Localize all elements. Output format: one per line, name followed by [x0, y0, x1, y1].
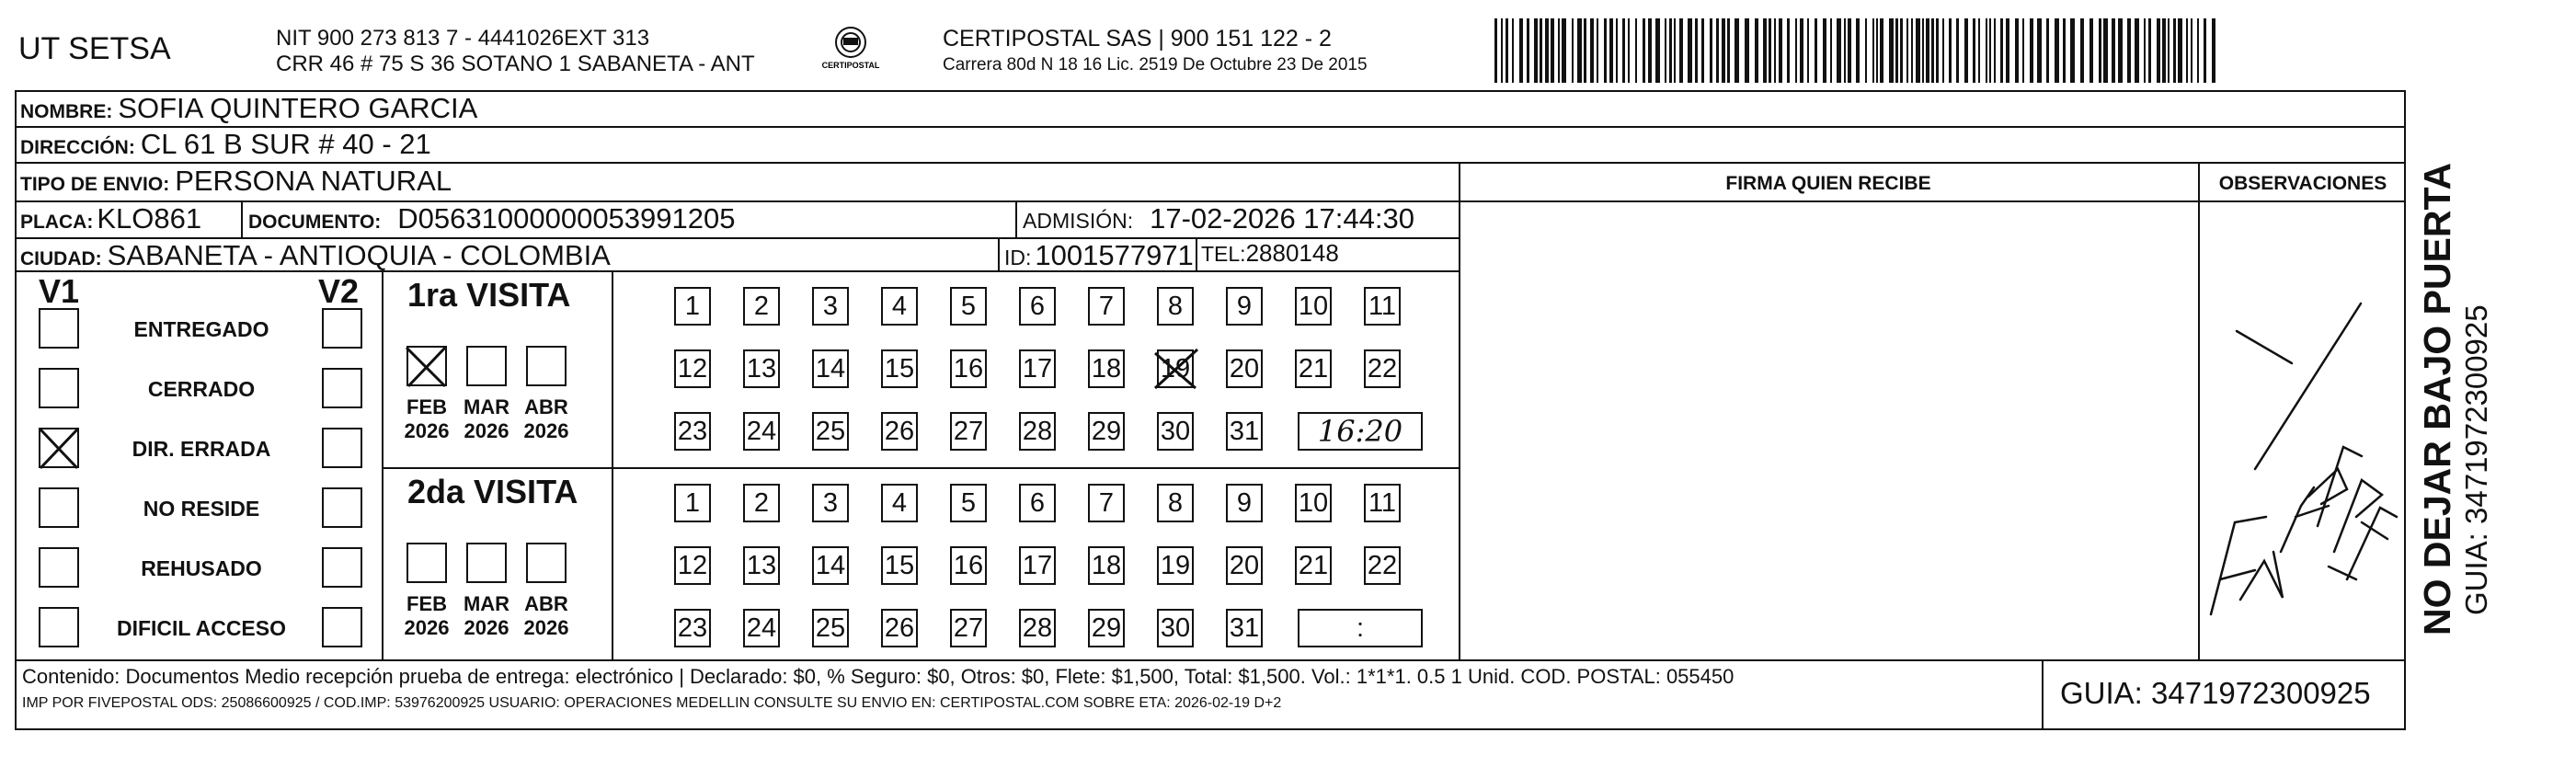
day-box[interactable]: [674, 546, 711, 585]
status-option-label: REHUSADO: [141, 556, 262, 580]
admision-label: ADMISIÓN:: [1023, 209, 1134, 233]
day-number: 24: [746, 416, 777, 446]
placa-label: PLACA:: [20, 212, 94, 233]
v1-label: V1: [39, 272, 80, 310]
month-checkbox[interactable]: [466, 543, 507, 583]
time-value: :: [1356, 612, 1365, 643]
day-box[interactable]: [881, 546, 918, 585]
day-box[interactable]: [1088, 412, 1125, 451]
month-label: [397, 592, 456, 640]
v1-checkbox[interactable]: [39, 607, 79, 647]
day-number: 20: [1229, 353, 1260, 384]
day-number: 8: [1167, 487, 1184, 518]
day-box[interactable]: [1157, 287, 1194, 326]
admision-row: [1023, 202, 1414, 235]
id-row: [1004, 239, 1194, 272]
day-box[interactable]: [1019, 609, 1056, 647]
day-number: 28: [1022, 416, 1053, 446]
barcode: [1494, 18, 2221, 83]
day-number: 13: [746, 550, 777, 580]
ciudad-label: CIUDAD:: [20, 248, 102, 269]
day-box[interactable]: [812, 349, 849, 388]
tel-label: TEL:: [1201, 242, 1246, 266]
placa-value: KLO861: [97, 202, 202, 235]
day-number: 26: [884, 416, 915, 446]
day-number: 3: [822, 487, 839, 518]
day-box[interactable]: [1088, 609, 1125, 647]
month-year: 2026: [404, 419, 450, 442]
v2-checkbox[interactable]: [322, 428, 362, 468]
month-label: [457, 395, 516, 443]
side-no-dejar: NO DEJAR BAJO PUERTA: [2416, 162, 2458, 635]
day-number: 1: [684, 291, 701, 321]
day-box[interactable]: [812, 412, 849, 451]
day-number: 21: [1298, 353, 1329, 384]
day-number: 30: [1160, 416, 1191, 446]
day-number: 19: [1160, 353, 1191, 384]
nit-line: NIT 900 273 813 7 - 4441026EXT 313: [276, 26, 650, 51]
day-box[interactable]: [743, 349, 780, 388]
v1-checkbox[interactable]: [39, 428, 79, 468]
day-box[interactable]: [950, 546, 987, 585]
v2-checkbox[interactable]: [322, 368, 362, 408]
day-number: 7: [1098, 291, 1115, 321]
certipostal-line: CERTIPOSTAL SAS | 900 151 122 - 2: [943, 26, 1332, 52]
day-box[interactable]: [812, 484, 849, 522]
certipostal-logo: [809, 24, 892, 75]
day-number: 16: [953, 353, 984, 384]
day-number: 10: [1298, 487, 1329, 518]
day-number: 11: [1368, 291, 1397, 321]
day-box[interactable]: [743, 287, 780, 326]
tel-value: 2880148: [1245, 239, 1339, 267]
status-option-label: NO RESIDE: [143, 497, 260, 521]
day-box[interactable]: [1364, 546, 1401, 585]
tipo-row: [20, 165, 452, 198]
day-box[interactable]: [812, 609, 849, 647]
day-box[interactable]: [743, 412, 780, 451]
month-name: MAR: [463, 395, 510, 418]
month-name: MAR: [463, 592, 510, 615]
day-number: 23: [677, 416, 708, 446]
footer-content-line: Contenido: Documentos Medio recepción prueba de entrega: electrónico | Declarado: $0, % Seguro: $0, Otros: $0, Flete: $1,500, Total: $1,500. Vol.: 1*1*1. 0.5 1 Unid. COD. POSTAL: 055450: [22, 665, 1735, 688]
month-checkbox[interactable]: [466, 346, 507, 386]
address-line: CRR 46 # 75 S 36 SOTANO 1 SABANETA - ANT: [276, 52, 755, 76]
day-box[interactable]: [1226, 349, 1263, 388]
day-box[interactable]: [1226, 287, 1263, 326]
day-box[interactable]: [1088, 484, 1125, 522]
day-box[interactable]: [950, 484, 987, 522]
day-box[interactable]: [1226, 609, 1263, 647]
logo-text: CERTIPOSTAL: [821, 61, 880, 70]
status-option-label: ENTREGADO: [133, 317, 269, 341]
day-box[interactable]: [1019, 349, 1056, 388]
v1-checkbox[interactable]: [39, 487, 79, 528]
month-checkbox[interactable]: [406, 543, 447, 583]
v1-checkbox[interactable]: [39, 368, 79, 408]
day-number: 20: [1229, 550, 1260, 580]
day-number: 5: [960, 487, 977, 518]
day-number: 16: [953, 550, 984, 580]
day-box[interactable]: [1157, 484, 1194, 522]
day-box[interactable]: [1157, 609, 1194, 647]
documento-label: DOCUMENTO:: [248, 212, 382, 233]
tipo-label: TIPO DE ENVIO:: [20, 174, 170, 195]
v1-checkbox[interactable]: [39, 547, 79, 588]
day-number: 27: [953, 612, 984, 643]
day-number: 23: [677, 612, 708, 643]
day-number: 3: [822, 291, 839, 321]
day-box[interactable]: [743, 609, 780, 647]
direccion-value: CL 61 B SUR # 40 - 21: [140, 128, 431, 160]
day-box[interactable]: [950, 609, 987, 647]
day-number: 6: [1029, 291, 1046, 321]
day-number: 25: [815, 612, 846, 643]
day-number: 14: [815, 353, 846, 384]
day-number: 9: [1236, 291, 1253, 321]
day-box[interactable]: [1295, 484, 1332, 522]
direccion-row: [20, 128, 431, 161]
day-box[interactable]: [1295, 287, 1332, 326]
day-number: 12: [677, 550, 708, 580]
day-box[interactable]: [743, 546, 780, 585]
day-number: 22: [1367, 353, 1398, 384]
handwritten-observation: [2200, 276, 2406, 644]
v2-checkbox[interactable]: [322, 308, 362, 349]
day-number: 10: [1298, 291, 1329, 321]
side-text: [2416, 120, 2508, 635]
day-number: 5: [960, 291, 977, 321]
day-box[interactable]: [950, 287, 987, 326]
day-number: 15: [884, 550, 915, 580]
day-box[interactable]: [1157, 546, 1194, 585]
month-label: [397, 395, 456, 443]
day-number: 30: [1160, 612, 1191, 643]
day-number: 9: [1236, 487, 1253, 518]
status-option-label: DIFICIL ACCESO: [116, 616, 286, 640]
day-number: 2: [753, 487, 770, 518]
day-number: 26: [884, 612, 915, 643]
day-number: 11: [1368, 487, 1397, 518]
month-year: 2026: [404, 616, 450, 639]
time-value: 16:20: [1317, 414, 1403, 449]
day-box[interactable]: [743, 484, 780, 522]
day-box[interactable]: [1088, 287, 1125, 326]
day-box[interactable]: [881, 349, 918, 388]
footer-imp-line: IMP POR FIVEPOSTAL ODS: 25086600925 / COD.IMP: 53976200925 USUARIO: OPERACIONES MEDELLIN CONSULTE SU ENVIO EN: CERTIPOSTAL.COM SOBRE ETA: 2026-02-19 D+2: [22, 695, 1282, 711]
v1-checkbox[interactable]: [39, 308, 79, 349]
day-box[interactable]: [674, 349, 711, 388]
company-name: UT SETSA: [18, 31, 171, 66]
day-number: 17: [1022, 550, 1053, 580]
certipostal-license: Carrera 80d N 18 16 Lic. 2519 De Octubre 23 De 2015: [943, 55, 1368, 74]
month-year: 2026: [464, 419, 509, 442]
month-year: 2026: [523, 616, 569, 639]
day-box[interactable]: [1019, 287, 1056, 326]
day-box[interactable]: [1226, 412, 1263, 451]
month-checkbox[interactable]: [526, 346, 567, 386]
day-number: 31: [1229, 416, 1260, 446]
day-number: 2: [753, 291, 770, 321]
day-box[interactable]: [950, 349, 987, 388]
day-box[interactable]: [674, 609, 711, 647]
day-number: 25: [815, 416, 846, 446]
day-box[interactable]: [674, 412, 711, 451]
month-label: [457, 592, 516, 640]
day-number: 6: [1029, 487, 1046, 518]
day-box[interactable]: [1295, 349, 1332, 388]
day-box[interactable]: [881, 287, 918, 326]
tipo-value: PERSONA NATURAL: [175, 165, 452, 197]
day-number: 14: [815, 550, 846, 580]
day-number: 24: [746, 612, 777, 643]
day-number: 27: [953, 416, 984, 446]
nombre-value: SOFIA QUINTERO GARCIA: [118, 92, 478, 124]
day-box[interactable]: [1364, 349, 1401, 388]
day-number: 31: [1229, 612, 1260, 643]
day-box[interactable]: [674, 484, 711, 522]
status-option-label: CERRADO: [147, 377, 256, 401]
day-box[interactable]: [1226, 546, 1263, 585]
v2-label: V2: [318, 272, 360, 310]
day-box[interactable]: [1088, 349, 1125, 388]
side-guia: GUIA: 3471972300925: [2459, 304, 2493, 615]
v2-checkbox[interactable]: [322, 547, 362, 588]
month-name: FEB: [406, 395, 447, 418]
v2-checkbox[interactable]: [322, 607, 362, 647]
ciudad-row: [20, 239, 611, 272]
day-number: 18: [1091, 550, 1122, 580]
id-label: ID:: [1004, 246, 1032, 269]
day-number: 4: [891, 487, 908, 518]
firma-label: FIRMA QUIEN RECIBE: [1725, 173, 1931, 194]
footer-guia: GUIA: 3471972300925: [2060, 676, 2371, 710]
day-box[interactable]: [1364, 287, 1401, 326]
direccion-label: DIRECCIÓN:: [20, 137, 135, 158]
day-number: 13: [746, 353, 777, 384]
day-box[interactable]: [812, 546, 849, 585]
day-number: 21: [1298, 550, 1329, 580]
day-box[interactable]: [1019, 546, 1056, 585]
admision-value: 17-02-2026 17:44:30: [1150, 202, 1414, 235]
day-box[interactable]: [1157, 349, 1194, 388]
month-name: ABR: [524, 395, 568, 418]
day-number: 1: [684, 487, 701, 518]
month-checkbox[interactable]: [526, 543, 567, 583]
day-number: 22: [1367, 550, 1398, 580]
day-box[interactable]: [881, 412, 918, 451]
day-box[interactable]: [1019, 412, 1056, 451]
nombre-label: NOMBRE:: [20, 101, 113, 122]
day-number: 19: [1160, 550, 1191, 580]
month-year: 2026: [464, 616, 509, 639]
id-value: 1001577971: [1035, 239, 1194, 271]
month-year: 2026: [523, 419, 569, 442]
day-number: 18: [1091, 353, 1122, 384]
month-checkbox[interactable]: [406, 346, 447, 386]
day-box[interactable]: [1295, 546, 1332, 585]
day-box[interactable]: [674, 287, 711, 326]
ciudad-value: SABANETA - ANTIOQUIA - COLOMBIA: [107, 239, 611, 271]
day-number: 29: [1091, 612, 1122, 643]
day-number: 7: [1098, 487, 1115, 518]
day-number: 4: [891, 291, 908, 321]
tel-row: [1201, 239, 1339, 268]
visit-title: 2da VISITA: [407, 473, 578, 510]
v2-checkbox[interactable]: [322, 487, 362, 528]
status-option-label: DIR. ERRADA: [132, 437, 271, 461]
day-number: 29: [1091, 416, 1122, 446]
day-number: 15: [884, 353, 915, 384]
day-box[interactable]: [881, 609, 918, 647]
documento-value: D05631000000053991205: [397, 202, 736, 235]
day-box[interactable]: [1088, 546, 1125, 585]
day-number: 17: [1022, 353, 1053, 384]
day-number: 28: [1022, 612, 1053, 643]
day-box[interactable]: [950, 412, 987, 451]
day-box[interactable]: [1157, 412, 1194, 451]
day-number: 12: [677, 353, 708, 384]
day-box[interactable]: [881, 484, 918, 522]
month-label: [517, 592, 576, 640]
observaciones-label: OBSERVACIONES: [2218, 173, 2387, 194]
day-box[interactable]: [1226, 484, 1263, 522]
day-box[interactable]: [1019, 484, 1056, 522]
time-box[interactable]: [1298, 412, 1423, 451]
day-number: 8: [1167, 291, 1184, 321]
placa-row: [20, 202, 201, 235]
month-name: FEB: [406, 592, 447, 615]
visit-title: 1ra VISITA: [407, 276, 571, 314]
documento-row: [248, 202, 735, 235]
month-label: [517, 395, 576, 443]
day-box[interactable]: [1364, 484, 1401, 522]
month-name: ABR: [524, 592, 568, 615]
nombre-row: [20, 92, 477, 125]
time-box[interactable]: [1298, 609, 1423, 647]
day-box[interactable]: [812, 287, 849, 326]
